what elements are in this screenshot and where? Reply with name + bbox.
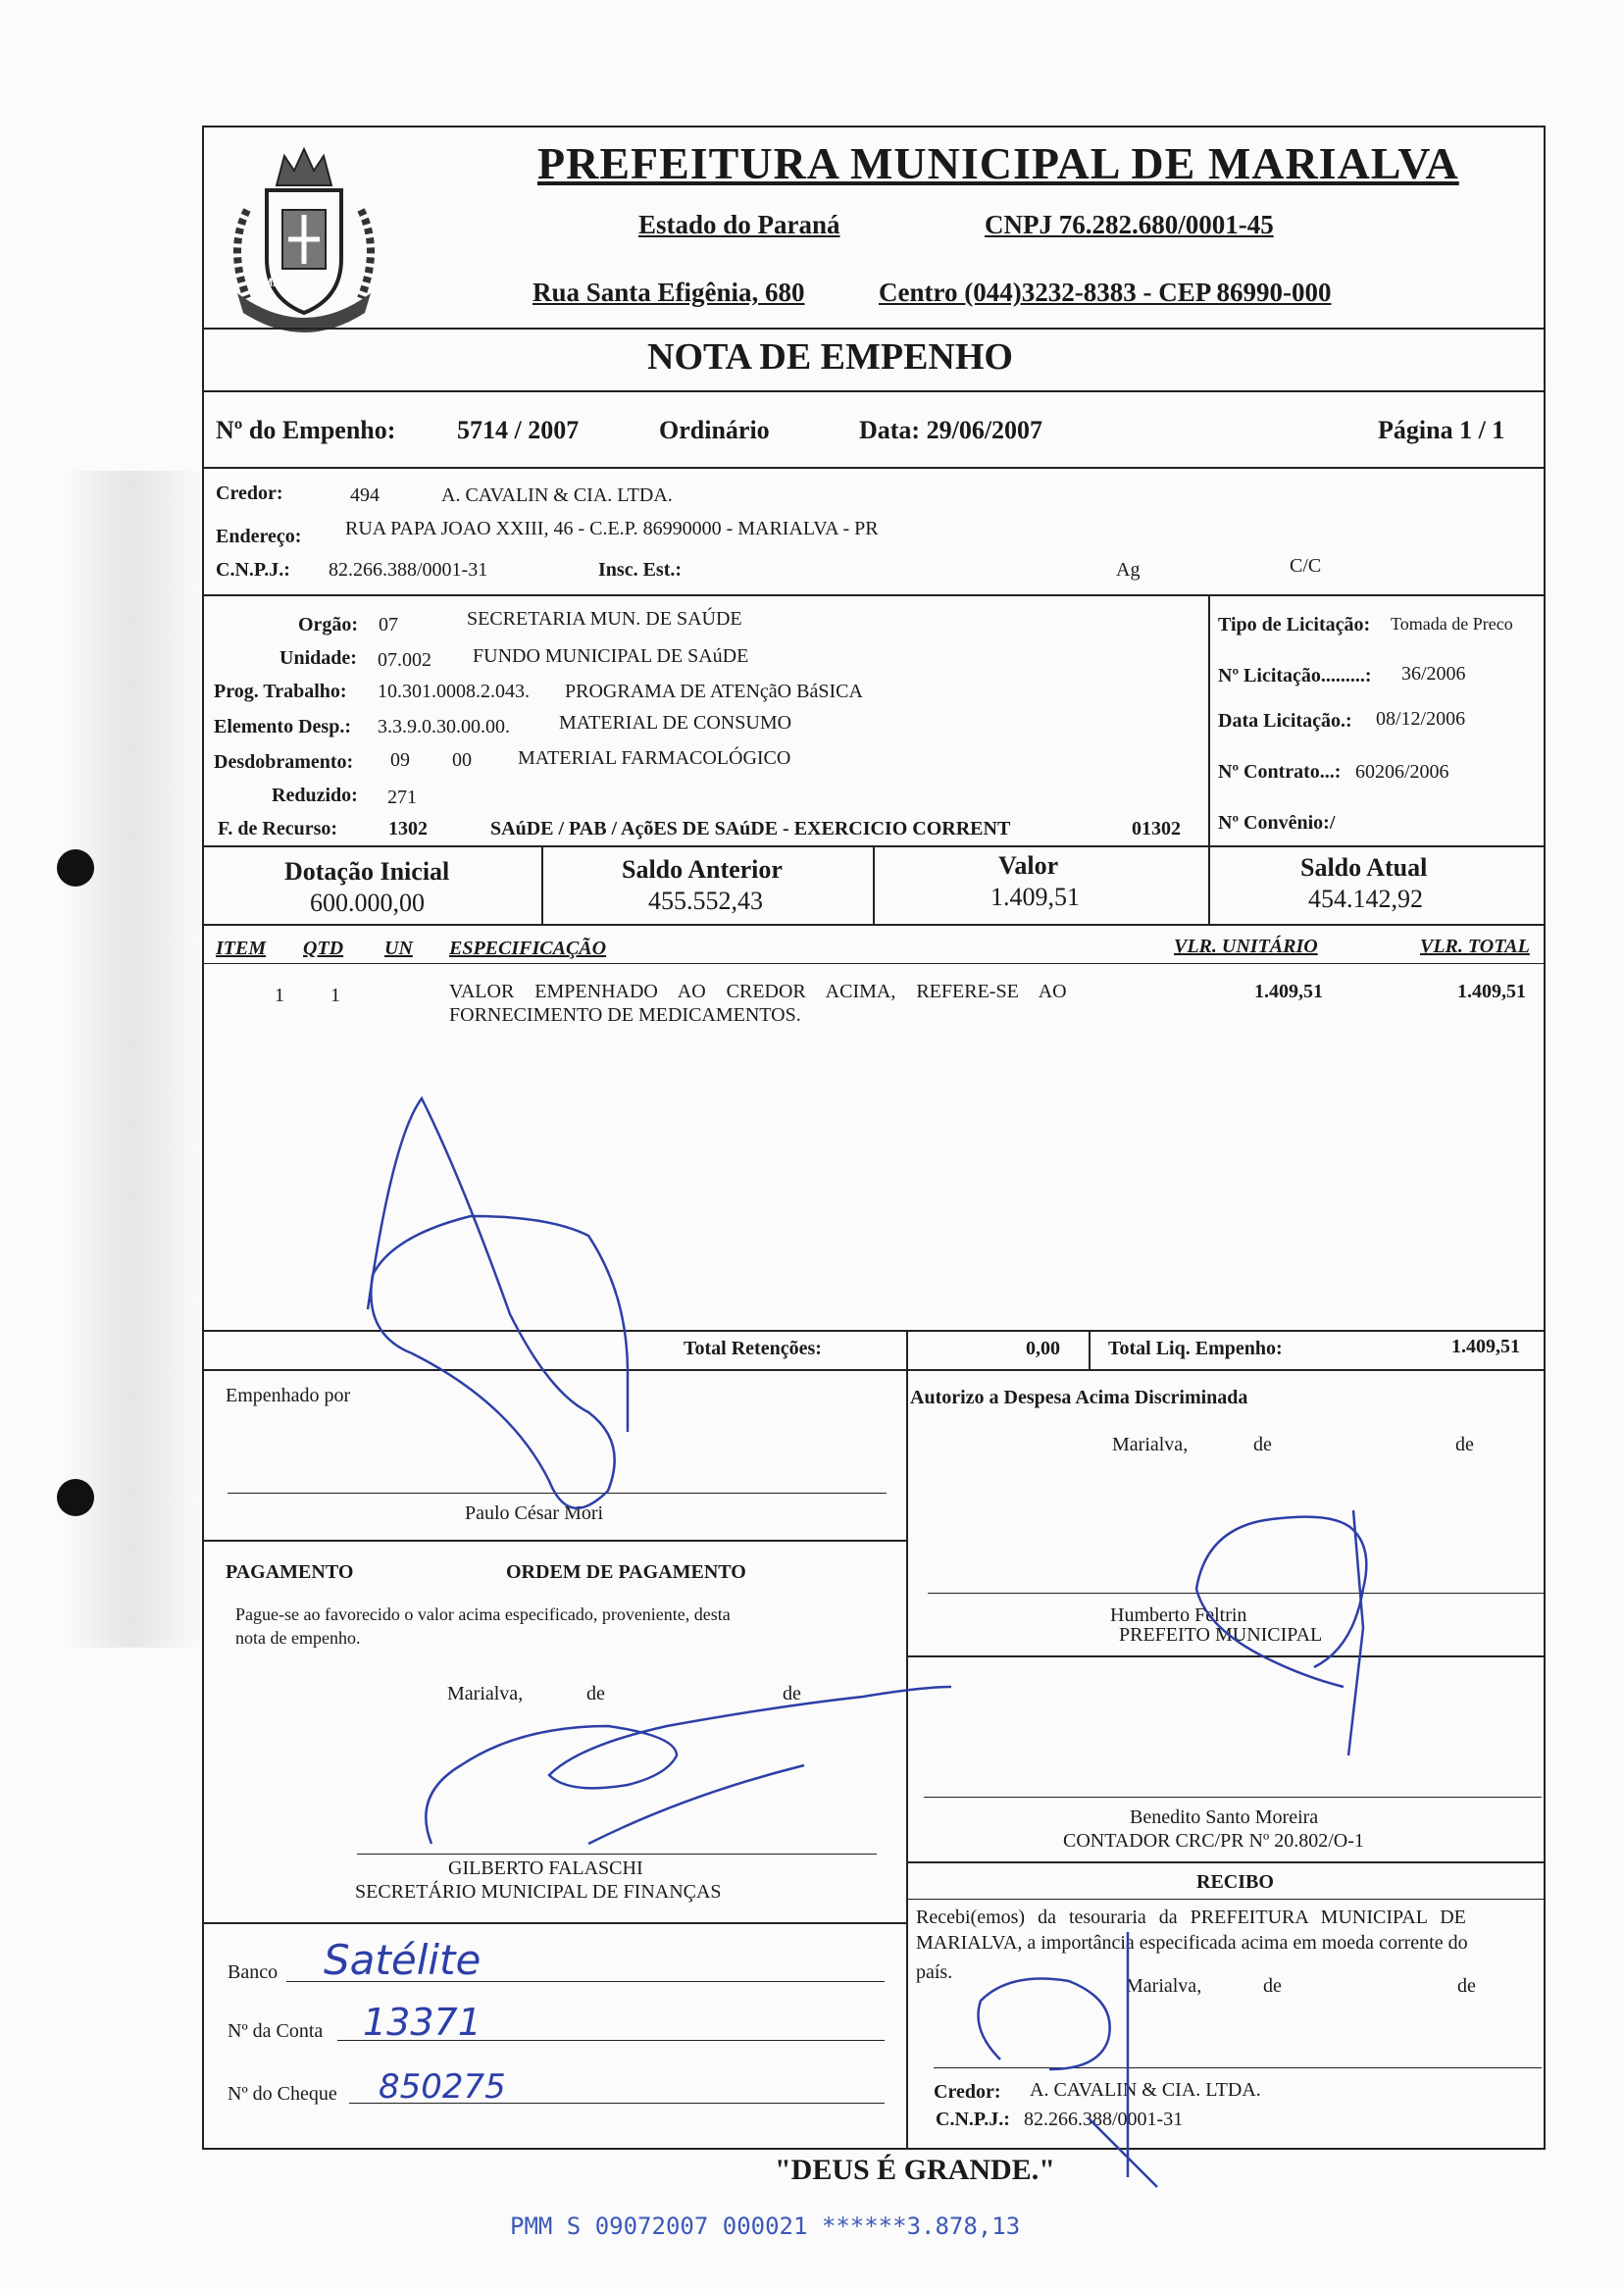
col-un: UN — [384, 938, 413, 959]
licitacao-num: 36/2006 — [1401, 663, 1466, 685]
signature-empenhado — [368, 1098, 628, 1508]
header-contact: Centro (044)3232-8383 - CEP 86990-000 — [879, 278, 1332, 307]
recurso-code: 1302 — [388, 818, 428, 839]
orgao-code: 07 — [379, 614, 398, 636]
liq-label: Total Liq. Empenho: — [1108, 1338, 1283, 1359]
col-unit: VLR. UNITÁRIO — [1174, 936, 1318, 957]
elemento-label: Elemento Desp.: — [214, 716, 351, 738]
credor-label: Credor: — [216, 483, 283, 504]
desdob-sub: 00 — [452, 749, 472, 771]
orgao-label: Orgão: — [298, 614, 359, 636]
recurso-num: 01302 — [1132, 818, 1181, 839]
banco-label: Banco — [228, 1961, 279, 1983]
contrato-label: Nº Contrato...: — [1218, 761, 1342, 783]
recibo-title: RECIBO — [1196, 1871, 1274, 1893]
credor-address: RUA PAPA JOAO XXIII, 46 - C.E.P. 86990000 - MARIALVA - PR — [345, 518, 879, 539]
valor-value: 1.409,51 — [990, 883, 1080, 911]
recurso-name: SAúDE / PAB / AçõES DE SAúDE - EXERCICIO CORRENT — [490, 818, 1011, 839]
pagamento-marialva: Marialva, — [447, 1683, 524, 1704]
empenhado-label: Empenhado por — [226, 1385, 351, 1406]
saldo-atual-label: Saldo Atual — [1300, 853, 1428, 882]
item-total-value: 1.409,51 — [1457, 981, 1526, 1002]
recibo-line1: Recebi(emos) da tesouraria da PREFEITURA MUNICIPAL DE — [916, 1907, 1466, 1928]
autorizo-de2: de — [1455, 1434, 1474, 1455]
col-item: ITEM — [216, 938, 267, 959]
dotacao-label: Dotação Inicial — [284, 857, 450, 886]
contador-title: CONTADOR CRC/PR Nº 20.802/O-1 — [1063, 1830, 1364, 1852]
signature-secretario — [426, 1687, 951, 1844]
empenho-type: Ordinário — [659, 416, 770, 444]
credor-code: 494 — [350, 484, 380, 506]
desdob-label: Desdobramento: — [214, 751, 354, 773]
unidade-name: FUNDO MUNICIPAL DE SAúDE — [473, 645, 749, 667]
recibo-credor-label: Credor: — [934, 2081, 1001, 2103]
endereco-label: Endereço: — [216, 526, 302, 547]
col-spec: ESPECIFICAÇÃO — [449, 938, 607, 959]
secretario-name: GILBERTO FALASCHI — [448, 1857, 643, 1879]
licitacao-data-label: Data Licitação.: — [1218, 710, 1352, 732]
cnpj-label: C.N.P.J.: — [216, 559, 290, 581]
elemento-name: MATERIAL DE CONSUMO — [559, 712, 792, 734]
conta-value: 13371 — [363, 2001, 482, 2044]
col-total: VLR. TOTAL — [1420, 936, 1530, 957]
col-qtd: QTD — [303, 938, 344, 959]
pague-line1: Pague-se ao favorecido o valor acima especificado, proveniente, desta — [235, 1604, 731, 1624]
empenho-label: Nº do Empenho: — [216, 416, 396, 444]
licitacao-data: 08/12/2006 — [1376, 708, 1466, 730]
liq-value: 1.409,51 — [1451, 1336, 1520, 1357]
cc-label: C/C — [1290, 555, 1322, 577]
header-cnpj: CNPJ 76.282.680/0001-45 — [985, 210, 1274, 239]
signature-prefeito — [1196, 1510, 1366, 1755]
contador-name: Benedito Santo Moreira — [1130, 1806, 1319, 1828]
item-unit-value: 1.409,51 — [1254, 981, 1323, 1002]
saldo-anterior-value: 455.552,43 — [648, 887, 763, 915]
cheque-value: 850275 — [379, 2067, 506, 2107]
item-number: 1 — [275, 985, 284, 1006]
pagamento-label: PAGAMENTO — [226, 1561, 354, 1583]
prefeito-title: PREFEITO MUNICIPAL — [1119, 1624, 1323, 1646]
credor-name: A. CAVALIN & CIA. LTDA. — [441, 484, 673, 506]
reduzido-value: 271 — [387, 787, 417, 808]
conta-label: Nº da Conta — [228, 2020, 324, 2042]
credor-cnpj: 82.266.388/0001-31 — [329, 559, 488, 581]
empenho-page: Página 1 / 1 — [1378, 416, 1505, 444]
saldo-anterior-label: Saldo Anterior — [622, 855, 783, 884]
desdob-code: 09 — [390, 749, 410, 771]
licitacao-num-label: Nº Licitação.........: — [1218, 665, 1372, 687]
saldo-atual-value: 454.142,92 — [1308, 885, 1423, 913]
elemento-code: 3.3.9.0.30.00.00. — [378, 716, 510, 738]
ordem-label: ORDEM DE PAGAMENTO — [506, 1561, 746, 1583]
insc-est-label: Insc. Est.: — [598, 559, 683, 581]
header-state: Estado do Paraná — [638, 210, 840, 239]
item-spec-line2: FORNECIMENTO DE MEDICAMENTOS. — [449, 1004, 801, 1026]
autorizo-de1: de — [1253, 1434, 1272, 1455]
recibo-marialva: Marialva, — [1126, 1975, 1202, 1997]
doc-title: NOTA DE EMPENHO — [647, 336, 1013, 378]
reduzido-label: Reduzido: — [272, 785, 358, 806]
contrato-value: 60206/2006 — [1355, 761, 1449, 783]
recibo-credor-name: A. CAVALIN & CIA. LTDA. — [1030, 2079, 1261, 2101]
orgao-name: SECRETARIA MUN. DE SAÚDE — [467, 608, 742, 630]
banco-value: Satélite — [324, 1936, 482, 1984]
recurso-label: F. de Recurso: — [218, 818, 338, 839]
desdob-name: MATERIAL FARMACOLÓGICO — [518, 747, 791, 769]
seal-text: MARIALVA — [263, 276, 324, 289]
unidade-label: Unidade: — [279, 647, 357, 669]
autorizo-label: Autorizo a Despesa Acima Discriminada — [910, 1387, 1248, 1408]
header-address: Rua Santa Efigênia, 680 — [533, 278, 805, 307]
valor-label: Valor — [998, 851, 1059, 880]
pagamento-de2: de — [783, 1683, 801, 1704]
prefeito-name: Humberto Feltrin — [1110, 1604, 1247, 1626]
empenho-number: 5714 / 2007 — [457, 416, 580, 444]
licitacao-tipo-label: Tipo de Licitação: — [1218, 614, 1371, 636]
recibo-line3: país. — [916, 1961, 953, 1983]
recibo-cnpj: 82.266.388/0001-31 — [1024, 2109, 1184, 2130]
recibo-cnpj-label: C.N.P.J.: — [936, 2109, 1010, 2130]
pagamento-de1: de — [586, 1683, 605, 1704]
item-qtd: 1 — [330, 985, 340, 1006]
pague-line2: nota de empenho. — [235, 1628, 361, 1648]
page-title: PREFEITURA MUNICIPAL DE MARIALVA — [537, 138, 1459, 188]
dotacao-value: 600.000,00 — [310, 889, 425, 917]
empenhado-name: Paulo César Mori — [465, 1502, 604, 1524]
empenho-date: Data: 29/06/2007 — [859, 416, 1043, 444]
footer-stamp: PMM S 09072007 000021 ******3.878,13 — [510, 2213, 1021, 2240]
ag-label: Ag — [1116, 559, 1141, 581]
item-spec-line1: VALOR EMPENHADO AO CREDOR ACIMA, REFERE-SE AO — [449, 981, 1067, 1002]
autorizo-marialva: Marialva, — [1112, 1434, 1189, 1455]
retencoes-value: 0,00 — [1026, 1338, 1060, 1359]
recibo-line2: MARIALVA, a importância especificada acima em moeda corrente do — [916, 1932, 1468, 1954]
footer-motto: "DEUS É GRANDE." — [775, 2154, 1055, 2186]
prog-label: Prog. Trabalho: — [214, 681, 347, 702]
unidade-code: 07.002 — [378, 649, 431, 671]
signature-recibo — [979, 1932, 1158, 2187]
cheque-label: Nº do Cheque — [228, 2083, 337, 2105]
licitacao-tipo: Tomada de Preco — [1391, 614, 1513, 634]
retencoes-label: Total Retenções: — [684, 1338, 822, 1359]
secretario-title: SECRETÁRIO MUNICIPAL DE FINANÇAS — [355, 1881, 722, 1903]
prog-code: 10.301.0008.2.043. — [378, 681, 530, 702]
recibo-de2: de — [1457, 1975, 1476, 1997]
prog-name: PROGRAMA DE ATENçãO BáSICA — [565, 681, 863, 702]
recibo-de1: de — [1263, 1975, 1282, 1997]
convenio-label: Nº Convênio:/ — [1218, 812, 1336, 834]
